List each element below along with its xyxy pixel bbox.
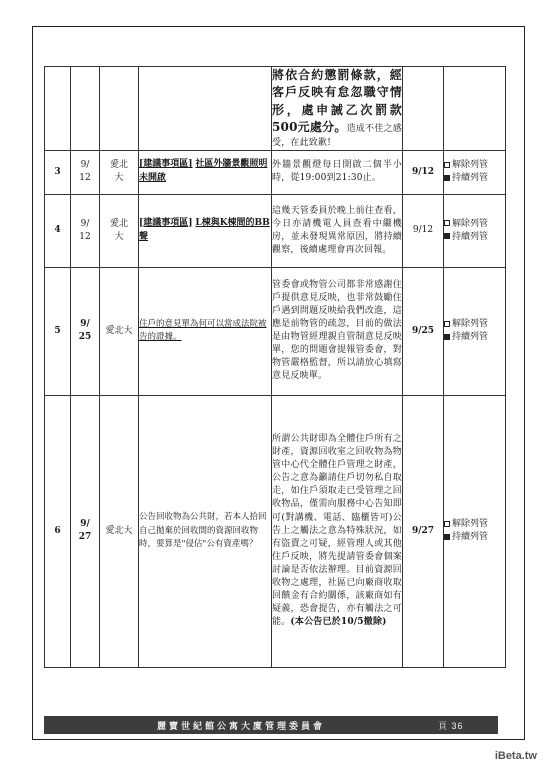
status-continue[interactable]: 持續列管 [444, 231, 505, 244]
row-date: 9/ 25 [71, 267, 100, 395]
status-release[interactable]: 解除列管 [444, 218, 505, 231]
checkbox-checked-icon[interactable] [444, 534, 450, 540]
checkbox-icon[interactable] [444, 220, 450, 226]
row-reporter: 愛北 大 [100, 194, 139, 267]
row-status [444, 150, 506, 194]
row-reply-date [403, 67, 444, 151]
row-reply-date: 9/25 [403, 267, 444, 395]
row-status [444, 395, 506, 667]
row-reply [272, 67, 403, 151]
item-tag: [建議事項區] [139, 159, 193, 170]
status-continue[interactable]: 持續列管 [444, 531, 505, 544]
row-reporter: 愛北 大 [100, 150, 139, 194]
status-release[interactable]: 解除列管 [444, 159, 505, 172]
watermark: iBeta.tw [494, 750, 537, 762]
checkbox-icon[interactable] [444, 162, 450, 168]
row-reporter: 愛北大 [100, 267, 139, 395]
row-item [139, 67, 272, 151]
row-date [71, 67, 100, 151]
status-release[interactable]: 解除列管 [444, 318, 505, 331]
reply-bold-tail: (本公告已於10/5撤除) [290, 616, 387, 627]
item-text: 公告回收物為公共財，若本人拾回自己拋棄於回收間的資源回收物時，要算是"侵佔"公有資產嗎？ [139, 512, 267, 549]
item-text: 住戶的意見單為何可以當成法院被告的證據。 [139, 318, 267, 343]
row-item [139, 194, 272, 267]
row-reply-date: 9/12 [403, 150, 444, 194]
row-reply: 這幾天管委員於晚上前往查看，今日亦請機電人員查看中繼機房，並未發現異常原因，將持續觀察，後續處理會再次回報。 [272, 194, 403, 267]
row-reply-date: 9/27 [403, 395, 444, 667]
row-item [139, 395, 272, 667]
reply-bold-text: 將依合約懲罰條款，經客戶反映有怠忽職守情形，處申誡乙次罰款500元處分。 [272, 68, 402, 135]
row-reply: 管委會或物管公司都非常感謝住戶提供意見反映，也非常鼓勵住戶遇到問題反映給我們改進，這應是前物管的疏忽，目前的做法是由物管經理親自管制意見反映單，您的問題會提報管委會，對物管嚴格監督，所以請放心填寫意見反映單。 [272, 267, 403, 395]
issue-table [44, 66, 506, 668]
page-number: 頁 36 [438, 720, 464, 731]
row-status [444, 194, 506, 267]
checkbox-checked-icon[interactable] [444, 334, 450, 340]
row-number [45, 67, 71, 151]
footer-title: 麗寶世紀館公寓大廈管理委員會 [156, 721, 325, 732]
footer-bar [44, 716, 498, 734]
row-date: 9/ 12 [71, 194, 100, 267]
row-number: 6 [45, 395, 71, 667]
item-text: L棟與K棟間的BB聲 [139, 217, 270, 242]
row-reporter [100, 67, 139, 151]
row-reply: 外牆景觀燈每日開啟二個半小時，從19:00到21:30止。 [272, 150, 403, 194]
item-tag: [建議事項區] [139, 217, 193, 228]
row-reply-date: 9/12 [403, 194, 444, 267]
row-date: 9/ 12 [71, 150, 100, 194]
row-status [444, 67, 506, 151]
row-reply [272, 395, 403, 667]
table-row [45, 395, 506, 667]
item-text: 社區外牆景觀照明未開啟 [139, 159, 268, 184]
row-date: 9/ 27 [71, 395, 100, 667]
row-number: 3 [45, 150, 71, 194]
status-continue[interactable]: 持續列管 [444, 172, 505, 185]
checkbox-icon[interactable] [444, 321, 450, 327]
row-number: 5 [45, 267, 71, 395]
checkbox-icon[interactable] [444, 521, 450, 527]
row-item [139, 267, 272, 395]
row-reporter: 愛北大 [100, 395, 139, 667]
status-continue[interactable]: 持續列管 [444, 331, 505, 344]
row-status [444, 267, 506, 395]
reply-text: 所謂公共財即為全體住戶所有之財產，資源回收室之回收物為物管中心代全體住戶管理之財產，公告之意為籲請住戶切勿私自取走，如住戶須取走已受管理之回收物品，僅需向服務中心告知即可(對講機、電話、臨櫃皆可)公告上之觸法之意為特殊狀況，如有盜賣之可疑，經管理人或其他住戶反映，將先提請管委會個案討論是否依法辦理。目前資源回收物之處理，社區已向廠商收取回饋金有合約關係，該廠商如有疑義，恐會提告，亦有觸法之可能。 [272, 434, 402, 627]
table-row [45, 67, 506, 151]
checkbox-checked-icon[interactable] [444, 175, 450, 181]
row-item [139, 150, 272, 194]
checkbox-checked-icon[interactable] [444, 233, 450, 239]
table-row [45, 150, 506, 194]
row-number: 4 [45, 194, 71, 267]
reply-text: 造成不佳之感受，在此致歉! [272, 124, 402, 148]
table-row [45, 194, 506, 267]
status-release[interactable]: 解除列管 [444, 518, 505, 531]
table-row [45, 267, 506, 395]
